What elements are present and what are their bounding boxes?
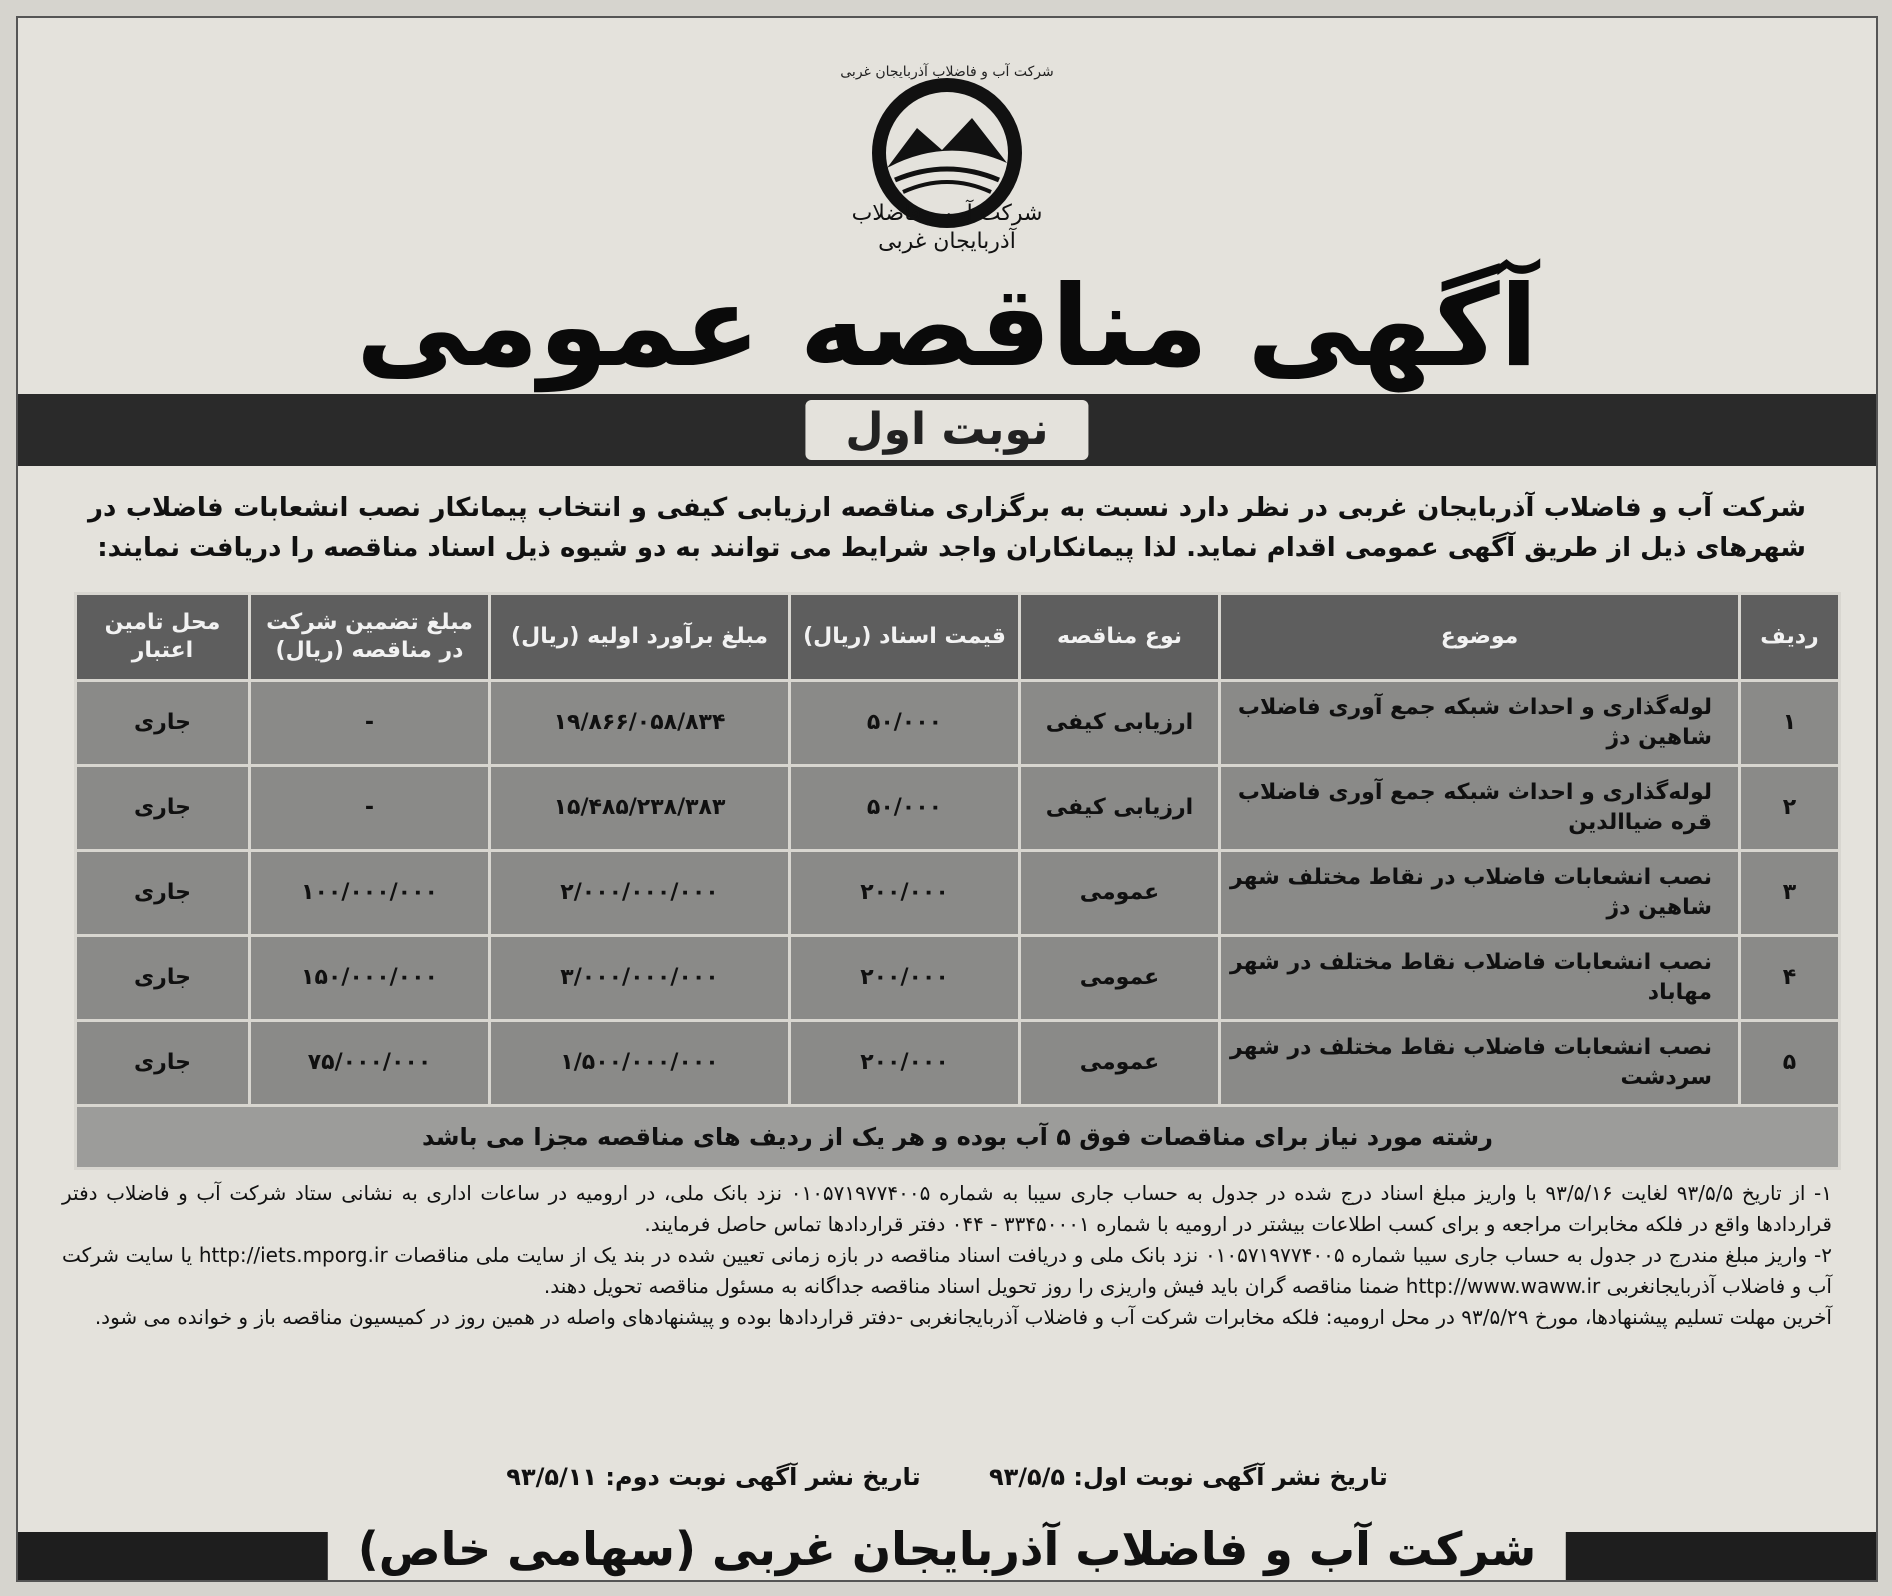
cell-row: ۲ — [1740, 766, 1840, 851]
cell-guarantee: ۱۰۰/۰۰۰/۰۰۰ — [250, 851, 490, 936]
cell-type: عمومی — [1020, 851, 1220, 936]
table-note-row — [76, 1106, 1840, 1169]
first-publish-date: تاریخ نشر آگهی نوبت اول: ۹۳/۵/۵ — [988, 1463, 1388, 1491]
round-band — [18, 394, 1876, 466]
cell-type: ارزیابی کیفی — [1020, 766, 1220, 851]
table-row — [76, 851, 1840, 936]
cell-row: ۳ — [1740, 851, 1840, 936]
cell-funding: جاری — [76, 681, 250, 766]
cell-estimate: ۲/۰۰۰/۰۰۰/۰۰۰ — [490, 851, 790, 936]
cell-doc-price: ۲۰۰/۰۰۰ — [790, 1021, 1020, 1106]
cell-doc-price: ۲۰۰/۰۰۰ — [790, 851, 1020, 936]
cell-subject: نصب انشعابات فاضلاب نقاط مختلف در شهر مهاباد — [1220, 936, 1740, 1021]
cell-subject: لوله‌گذاری و احداث شبکه جمع آوری فاضلاب شاهین دژ — [1220, 681, 1740, 766]
tender-notice — [16, 16, 1878, 1582]
table-note: رشته مورد نیاز برای مناقصات فوق ۵ آب بوده و هر یک از ردیف های مناقصه مجزا می باشد — [76, 1106, 1840, 1169]
cell-guarantee: ۱۵۰/۰۰۰/۰۰۰ — [250, 936, 490, 1021]
col-type: نوع مناقصه — [1020, 594, 1220, 681]
cell-guarantee: ۷۵/۰۰۰/۰۰۰ — [250, 1021, 490, 1106]
table-row — [76, 766, 1840, 851]
cell-estimate: ۱۹/۸۶۶/۰۵۸/۸۳۴ — [490, 681, 790, 766]
logo-arc-text: شرکت آب و فاضلاب آذربایجان غربی — [840, 64, 1054, 80]
cell-row: ۱ — [1740, 681, 1840, 766]
cell-funding: جاری — [76, 1021, 250, 1106]
cell-guarantee: - — [250, 766, 490, 851]
cell-funding: جاری — [76, 936, 250, 1021]
table-row — [76, 936, 1840, 1021]
table-row — [76, 1021, 1840, 1106]
cell-type: ارزیابی کیفی — [1020, 681, 1220, 766]
logo-company-name — [767, 200, 1127, 256]
footer-company-name: شرکت آب و فاضلاب آذربایجان غربی (سهامی خاص) — [328, 1518, 1566, 1580]
cell-guarantee: - — [250, 681, 490, 766]
table-row — [76, 681, 1840, 766]
col-subject: موضوع — [1220, 594, 1740, 681]
cell-estimate: ۱۵/۴۸۵/۲۳۸/۳۸۳ — [490, 766, 790, 851]
cell-subject: نصب انشعابات فاضلاب نقاط مختلف در شهر سردشت — [1220, 1021, 1740, 1106]
cell-doc-price: ۲۰۰/۰۰۰ — [790, 936, 1020, 1021]
cell-row: ۴ — [1740, 936, 1840, 1021]
cell-doc-price: ۵۰/۰۰۰ — [790, 766, 1020, 851]
cell-subject: لوله‌گذاری و احداث شبکه جمع آوری فاضلاب قره ضیاالدین — [1220, 766, 1740, 851]
cell-estimate: ۳/۰۰۰/۰۰۰/۰۰۰ — [490, 936, 790, 1021]
cell-row: ۵ — [1740, 1021, 1840, 1106]
footer-band — [18, 1522, 1876, 1582]
notes-section — [62, 1178, 1832, 1333]
second-publish-date: تاریخ نشر آگهی نوبت دوم: ۹۳/۵/۱۱ — [506, 1463, 921, 1491]
note-item-1: ۱- از تاریخ ۹۳/۵/۵ لغایت ۹۳/۵/۱۶ با واریز مبلغ اسناد درج شده در جدول به حساب جاری سیبا به شماره ۰۱۰۵۷۱۹۷۷۴۰۰۵ نزد بانک ملی، در ارومیه در ساعات اداری به نشانی ستاد شرکت آب و فاضلاب دفتر قراردادها واقع در فلکه مخابرات مراجعه و برای کسب اطلاعات بیشتر در ارومیه با شماره ۳۳۴۵۰۰۰۱ - ۰۴۴ دفتر قراردادها تماس حاصل فرمایند. — [62, 1181, 1832, 1236]
logo-name-line1: شرکت آب و فاضلاب — [851, 201, 1043, 226]
col-guarantee: مبلغ تضمین شرکت در مناقصه (ریال) — [250, 594, 490, 681]
cell-doc-price: ۵۰/۰۰۰ — [790, 681, 1020, 766]
page-title: آگهی مناقصه عمومی — [356, 262, 1538, 392]
logo-name-line2: آذربایجان غربی — [878, 229, 1016, 254]
col-funding: محل تامین اعتبار — [76, 594, 250, 681]
publish-dates — [18, 1463, 1876, 1491]
cell-funding: جاری — [76, 851, 250, 936]
cell-subject: نصب انشعابات فاضلاب در نقاط مختلف شهر شاهین دژ — [1220, 851, 1740, 936]
col-estimate: مبلغ برآورد اولیه (ریال) — [490, 594, 790, 681]
intro-paragraph: شرکت آب و فاضلاب آذربایجان غربی در نظر دارد نسبت به برگزاری مناقصه ارزیابی کیفی و انتخاب پیمانکار نصب انشعابات فاضلاب در شهرهای ذیل از طریق آگهی عمومی اقدام نماید. لذا پیمانکاران واجد شرایط می توانند به دو شیوه ذیل اسناد مناقصه را دریافت نمایند: — [88, 493, 1806, 563]
cell-funding: جاری — [76, 766, 250, 851]
round-label: نوبت اول — [805, 400, 1088, 460]
col-row: ردیف — [1740, 594, 1840, 681]
note-item-2: ۲- واریز مبلغ مندرج در جدول به حساب جاری سیبا شماره ۰۱۰۵۷۱۹۷۷۴۰۰۵ نزد بانک ملی و دریافت اسناد مناقصه در بازه زمانی تعیین شده در بند یک از سایت ملی مناقصات http://iets.mporg.ir یا سایت شرکت آب و فاضلاب آذربایجانغربی http://www.waww.ir ضمنا مناقصه گران باید فیش واریزی را روز تحویل اسناد مناقصه جداگانه به مسئول مناقصه تحویل دهند. — [62, 1243, 1833, 1298]
note-deadline: آخرین مهلت تسلیم پیشنهادها، مورخ ۹۳/۵/۲۹ در محل ارومیه: فلکه مخابرات شرکت آب و فاضلاب آذربایجانغربی -دفتر قراردادها بوده و پیشنهادهای واصله در همین روز در کمیسیون مناقصه باز و خوانده می شود. — [94, 1305, 1832, 1329]
cell-type: عمومی — [1020, 1021, 1220, 1106]
cell-type: عمومی — [1020, 936, 1220, 1021]
cell-estimate: ۱/۵۰۰/۰۰۰/۰۰۰ — [490, 1021, 790, 1106]
col-doc-price: قیمت اسناد (ریال) — [790, 594, 1020, 681]
tender-table — [74, 592, 1841, 1170]
table-header-row — [76, 594, 1840, 681]
